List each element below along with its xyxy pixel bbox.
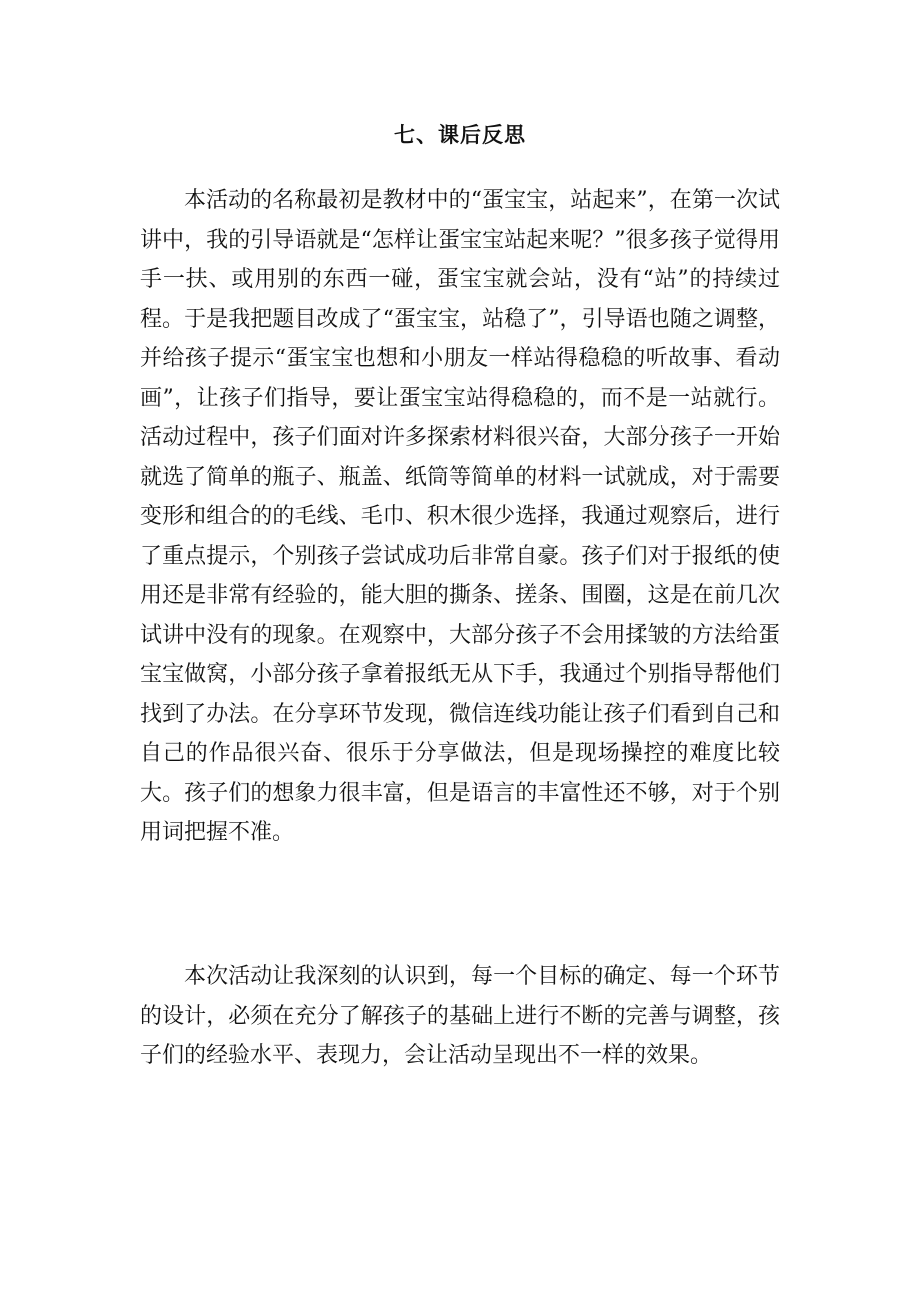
body-paragraph: 本次活动让我深刻的认识到，每一个目标的确定、每一个环节的设计，必须在充分了解孩子的基础上进行不断的完善与调整，孩子们的经验水平、表现力，会让活动呈现出不一样的效果。	[140, 964, 780, 1068]
section-title: 七、课后反思	[394, 122, 526, 147]
body-paragraph: 本活动的名称最初是教材中的“蛋宝宝，站起来”，在第一次试讲中，我的引导语就是“怎样让蛋宝宝站起来呢？”很多孩子觉得用手一扶、或用别的东西一碰，蛋宝宝就会站，没有“站”的持续过程。于是我把题目改成了“蛋宝宝，站稳了”，引导语也随之调整，并给孩子提示“蛋宝宝也想和小朋友一样站得稳稳的听故事、看动画”，让孩子们指导，要让蛋宝宝站得稳稳的，而不是一站就行。活动过程中，孩子们面对许多探索材料很兴奋，大部分孩子一开始就选了简单的瓶子、瓶盖、纸筒等简单的材料一试就成，对于需要变形和组合的的毛线、毛巾、积木很少选择，我通过观察后，进行了重点提示，个别孩子尝试成功后非常自豪。孩子们对于报纸的使用还是非常有经验的，能大胆的撕条、搓条、围圈，这是在前几次试讲中没有的现象。在观察中，大部分孩子不会用揉皱的方法给蛋宝宝做窝，小部分孩子拿着报纸无从下手，我通过个别指导帮他们找到了办法。在分享环节发现，微信连线功能让孩子们看到自己和自己的作品很兴奋、很乐于分享做法，但是现场操控的难度比较大。孩子们的想象力很丰富，但是语言的丰富性还不够，对于个别用词把握不准。	[140, 188, 780, 845]
